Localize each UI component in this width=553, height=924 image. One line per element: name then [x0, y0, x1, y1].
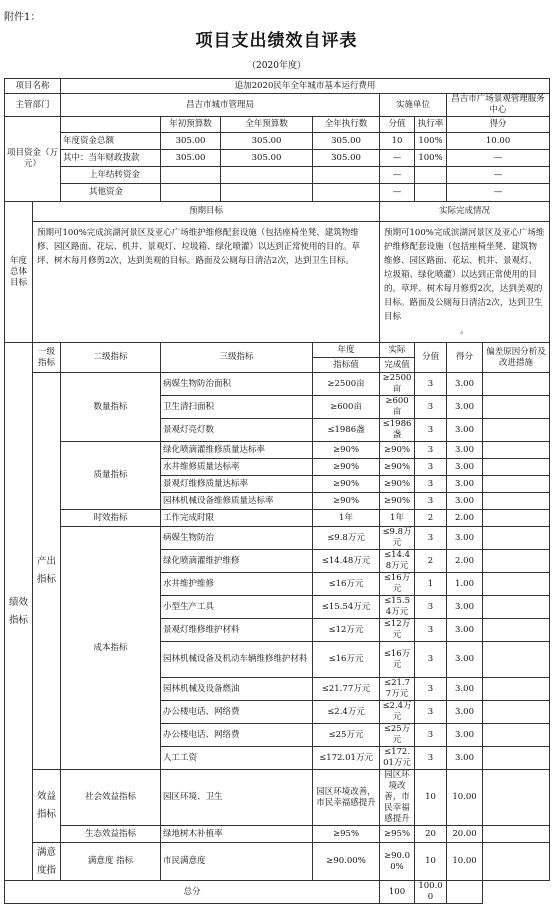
level3-indicator: 办公楼电话、网络费	[161, 724, 313, 747]
got-value: 3.00	[447, 373, 483, 396]
funds-label: 项目资金（万元）	[5, 117, 61, 202]
benefit-indicator-label: 效益指标	[33, 770, 61, 843]
social-indicator-label: 社会效益指标	[61, 770, 161, 826]
funds-row	[5, 150, 550, 167]
project-name-value: 追加2020民年全年城市基本运行费用	[61, 79, 550, 94]
reason-value	[483, 550, 550, 573]
level3-indicator: 办公楼电话、网络费	[161, 701, 313, 724]
score-value: 10	[415, 770, 447, 826]
actual-goal-cell	[380, 222, 550, 343]
got-value: 3.00	[447, 493, 483, 510]
level3-indicator: 园林机械及设备燃油	[161, 678, 313, 701]
level3-indicator: 病媒生物防治	[161, 527, 313, 550]
actual-value: ≥90%	[380, 476, 415, 493]
got-value: 3.00	[447, 678, 483, 701]
level3-indicator: 园区环境、卫生	[161, 770, 313, 826]
satisfaction-sub-label: 满意度 指标	[61, 843, 161, 881]
funds-executed	[313, 184, 380, 202]
got-value: 3.00	[447, 442, 483, 459]
got-value: 3.00	[447, 596, 483, 619]
total-score: 100	[380, 881, 415, 904]
indicator-row	[5, 527, 550, 550]
timeliness-indicator-label: 时效指标	[61, 510, 161, 527]
goals-header-row	[5, 202, 550, 222]
funds-col-2: 全年预算数	[221, 117, 313, 133]
funds-rate: 100%	[415, 133, 447, 150]
target-value: ≤16万元	[313, 573, 380, 596]
actual-value: ≤2.4万元	[380, 701, 415, 724]
got-value: 3.00	[447, 419, 483, 442]
level3-indicator: 绿地树木补植率	[161, 826, 313, 843]
funds-row	[5, 133, 550, 150]
funds-col-6: 得分	[447, 117, 550, 133]
satisfaction-indicator-label: 满意度指	[33, 843, 61, 881]
dept-label: 主管部门	[5, 94, 61, 117]
attachment-label: 附件1：	[4, 12, 41, 23]
total-row	[5, 881, 550, 904]
level1-header: 一级指标	[33, 343, 61, 373]
reason-value	[483, 642, 550, 678]
target-value: ≤25万元	[313, 724, 380, 747]
reason-value	[483, 476, 550, 493]
actual-value: ≤16万元	[380, 642, 415, 678]
score-value: 1	[415, 573, 447, 596]
reason-value	[483, 678, 550, 701]
expected-goal-text: 预期可100%完成滨湖河景区及亚心广场维护维修配套设施（包括座椅坐凳、建筑物维修、园区路面、花坛、机井、景观灯、垃圾箱、绿化喷灌）以达到正常使用的目的。草坪、树木每月修剪2次，达到美观的目标。路面及公厕每日清洁2次，达到卫生目标。	[33, 222, 380, 343]
cost-indicator-label: 成本指标	[61, 527, 161, 770]
indicators-label: 绩效指标	[5, 343, 33, 881]
reason-value	[483, 419, 550, 442]
reason-value	[483, 747, 550, 770]
score-value: 3	[415, 419, 447, 442]
year-label: （2020年度）	[247, 61, 306, 71]
target-header-top: 年度	[313, 343, 380, 358]
funds-row	[5, 167, 550, 184]
actual-value: ≤1986盏	[380, 419, 415, 442]
reason-value	[483, 843, 550, 881]
got-value: 3.00	[447, 619, 483, 642]
actual-value: ≥95%	[380, 826, 415, 843]
target-value: ≤172.01万元	[313, 747, 380, 770]
reason-value	[483, 770, 550, 826]
funds-annual	[221, 167, 313, 184]
page-title: 项目支出绩效自评表	[195, 31, 358, 51]
level3-indicator: 卫生清扫面积	[161, 396, 313, 419]
funds-initial	[161, 167, 221, 184]
got-value: 3.00	[447, 701, 483, 724]
eco-indicator-label: 生态效益指标	[61, 826, 161, 843]
funds-row-label: 上年结转资金	[61, 167, 161, 184]
funds-row-label: 其中：当年财政拨款	[61, 150, 161, 167]
funds-annual: 305.00	[221, 133, 313, 150]
funds-executed: 305.00	[313, 150, 380, 167]
actual-header-top: 实际	[380, 343, 415, 358]
actual-value: ≤15.54万元	[380, 596, 415, 619]
quantity-indicator-label: 数量指标	[61, 373, 161, 442]
total-got: 100.00	[415, 881, 447, 904]
target-value: ≤14.48万元	[313, 550, 380, 573]
actual-value: ≥600亩	[380, 396, 415, 419]
indicator-row	[5, 826, 550, 843]
level3-indicator: 景观灯维修质量达标率	[161, 476, 313, 493]
funds-row-label: 年度资金总额	[61, 133, 161, 150]
indicator-row	[5, 843, 550, 881]
reason-value	[483, 619, 550, 642]
total-reason	[447, 881, 483, 904]
funds-row	[5, 184, 550, 202]
got-value: 3.00	[447, 396, 483, 419]
target-value: 园区环境改善，市民幸福感提升	[313, 770, 380, 826]
project-name-row	[5, 79, 550, 94]
score-value: 3	[415, 596, 447, 619]
actual-value: ≤9.8万元	[380, 527, 415, 550]
reason-value	[483, 573, 550, 596]
funds-got: —	[447, 184, 550, 202]
score-value: 3	[415, 678, 447, 701]
actual-value: ≤21.77万元	[380, 678, 415, 701]
target-value: ≤1986盏	[313, 419, 380, 442]
reason-value	[483, 527, 550, 550]
indicator-row	[5, 442, 550, 459]
actual-value: ≤14.48万元	[380, 550, 415, 573]
target-header-bottom: 指标值	[313, 358, 380, 373]
got-value: 3.00	[447, 747, 483, 770]
level3-header: 三级指标	[161, 343, 313, 373]
actual-value: ≥2500亩	[380, 373, 415, 396]
got-value: 3.00	[447, 724, 483, 747]
target-value: 1年	[313, 510, 380, 527]
score-value: 3	[415, 527, 447, 550]
level3-indicator: 工作完成时限	[161, 510, 313, 527]
score-value: 3	[415, 459, 447, 476]
score-value: 3	[415, 619, 447, 642]
got-value: 3.00	[447, 527, 483, 550]
funds-initial: 305.00	[161, 150, 221, 167]
project-name-label: 项目名称	[5, 79, 61, 94]
level3-indicator: 绿化喷滴灌维修质量达标率	[161, 442, 313, 459]
actual-value: ≥90.00%	[380, 843, 415, 881]
funds-score: —	[380, 150, 415, 167]
score-value: 3	[415, 442, 447, 459]
funds-initial	[161, 184, 221, 202]
score-value: 3	[415, 476, 447, 493]
reason-value	[483, 826, 550, 843]
target-value: ≥90%	[313, 442, 380, 459]
department-row	[5, 94, 550, 117]
funds-executed	[313, 167, 380, 184]
actual-goal-label: 实际完成情况	[380, 202, 550, 222]
actual-value: ≥90%	[380, 493, 415, 510]
funds-initial: 305.00	[161, 133, 221, 150]
score-value: 3	[415, 493, 447, 510]
reason-value	[483, 510, 550, 527]
reason-value	[483, 442, 550, 459]
score-value: 10	[415, 843, 447, 881]
level3-indicator: 园林机械设备及机动车辆维修维护材料	[161, 642, 313, 678]
score-value: 3	[415, 747, 447, 770]
funds-header-row	[5, 117, 550, 133]
target-value: ≤9.8万元	[313, 527, 380, 550]
funds-header-blank	[61, 117, 161, 133]
actual-value: ≥90%	[380, 442, 415, 459]
funds-annual	[221, 184, 313, 202]
got-value: 20.00	[447, 826, 483, 843]
actual-value: ≤172.01万元	[380, 747, 415, 770]
got-value: 1.00	[447, 573, 483, 596]
funds-col-5: 执行率	[415, 117, 447, 133]
reason-value	[483, 701, 550, 724]
level2-header: 二级指标	[61, 343, 161, 373]
level3-indicator: 园林机械设备维修质量达标率	[161, 493, 313, 510]
reason-value	[483, 493, 550, 510]
target-value: ≤16万元	[313, 642, 380, 678]
got-header: 得分	[447, 343, 483, 373]
actual-value: ≥90%	[380, 459, 415, 476]
reason-value	[483, 459, 550, 476]
score-value: 3	[415, 701, 447, 724]
level3-indicator: 景观灯维修维护材料	[161, 619, 313, 642]
reason-value	[483, 373, 550, 396]
got-value: 3.00	[447, 642, 483, 678]
level3-indicator: 水井维修质量达标率	[161, 459, 313, 476]
level3-indicator: 病媒生物防治面积	[161, 373, 313, 396]
expected-goal-label: 预期目标	[33, 202, 380, 222]
funds-got: 10.00	[447, 133, 550, 150]
funds-got: —	[447, 150, 550, 167]
funds-executed: 305.00	[313, 133, 380, 150]
actual-header-bottom: 完成值	[380, 358, 415, 373]
indicator-row	[5, 770, 550, 826]
score-value: 3	[415, 373, 447, 396]
got-value: 3.00	[447, 476, 483, 493]
level3-indicator: 人工工资	[161, 747, 313, 770]
goals-content-row	[5, 222, 550, 343]
dept-value: 昌吉市城市管理局	[61, 94, 380, 117]
funds-got: —	[447, 167, 550, 184]
actual-goal-text: 预期可100%完成滨湖河景区及亚心广场维护维修配套设施（包括座椅坐凳、建筑物维修、园区路面、花坛、机井、景观灯、垃圾箱、绿化喷灌）以达到正常使用的目的。草坪、树木每月修剪2次，达到美观的目标。路面及公厕每日清洁2次，达到卫生目标	[384, 228, 545, 322]
funds-annual: 305.00	[221, 150, 313, 167]
got-value: 2.00	[447, 550, 483, 573]
funds-rate	[415, 184, 447, 202]
actual-value: 园区环境改善，市民幸福感提升	[380, 770, 415, 826]
target-value: ≤2.4万元	[313, 701, 380, 724]
funds-row-label: 其他资金	[61, 184, 161, 202]
funds-rate	[415, 167, 447, 184]
goals-label: 年度总体目标	[5, 202, 33, 343]
target-value: ≥600亩	[313, 396, 380, 419]
target-value: ≤15.54万元	[313, 596, 380, 619]
indicator-row	[5, 373, 550, 396]
funds-col-1: 年初预算数	[161, 117, 221, 133]
got-value: 10.00	[447, 843, 483, 881]
funds-col-4: 分值	[380, 117, 415, 133]
level3-indicator: 绿化喷滴灌维护维修	[161, 550, 313, 573]
level3-indicator: 小型生产工具	[161, 596, 313, 619]
indicator-header-row-1	[5, 343, 550, 358]
output-indicator-label: 产出指标	[33, 373, 61, 770]
score-value: 3	[415, 642, 447, 678]
target-value: ≥90.00%	[313, 843, 380, 881]
level3-indicator: 市民满意度	[161, 843, 313, 881]
score-value: 3	[415, 724, 447, 747]
actual-value: ≤16万元	[380, 573, 415, 596]
actual-goal-mark: 。	[460, 326, 469, 336]
level3-indicator: 景观灯亮灯数	[161, 419, 313, 442]
score-value: 2	[415, 510, 447, 527]
funds-rate: 100%	[415, 150, 447, 167]
reason-value	[483, 596, 550, 619]
funds-score: —	[380, 167, 415, 184]
target-value: ≥90%	[313, 493, 380, 510]
target-value: ≤12万元	[313, 619, 380, 642]
impl-unit-label: 实施单位	[380, 94, 447, 117]
target-value: ≥90%	[313, 459, 380, 476]
score-value: 20	[415, 826, 447, 843]
target-value: ≤21.77万元	[313, 678, 380, 701]
got-value: 10.00	[447, 770, 483, 826]
score-header: 分值	[415, 343, 447, 373]
target-value: ≥95%	[313, 826, 380, 843]
reason-value	[483, 724, 550, 747]
target-value: ≥90%	[313, 476, 380, 493]
self-evaluation-table	[4, 78, 550, 904]
total-label: 总分	[5, 881, 380, 904]
impl-unit-value: 昌吉市广场景观管理服务中心	[447, 94, 550, 117]
actual-value: 1年	[380, 510, 415, 527]
got-value: 3.00	[447, 459, 483, 476]
score-value: 3	[415, 396, 447, 419]
reason-value	[483, 396, 550, 419]
funds-col-3: 全年执行数	[313, 117, 380, 133]
funds-score: 10	[380, 133, 415, 150]
indicator-row	[5, 510, 550, 527]
actual-value: ≤12万元	[380, 619, 415, 642]
level3-indicator: 水井维护维修	[161, 573, 313, 596]
quality-indicator-label: 质量指标	[61, 442, 161, 510]
target-value: ≥2500亩	[313, 373, 380, 396]
reason-header: 偏差原因分析及改进措施	[483, 343, 550, 373]
actual-value: ≤25万元	[380, 724, 415, 747]
got-value: 2.00	[447, 510, 483, 527]
funds-score: —	[380, 184, 415, 202]
score-value: 2	[415, 550, 447, 573]
